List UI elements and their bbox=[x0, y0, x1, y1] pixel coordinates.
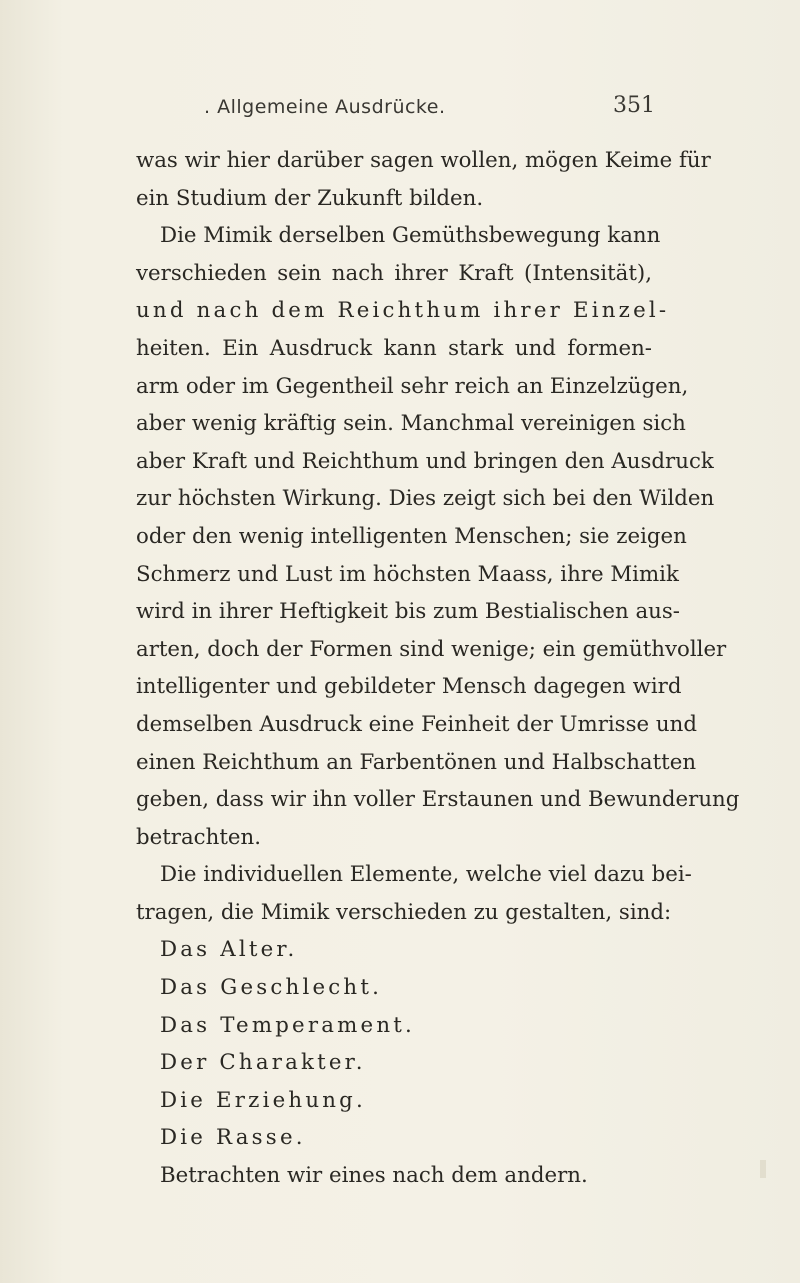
text-line: verschieden sein nach ihrer Kraft (Intensität), bbox=[136, 260, 652, 286]
body-text bbox=[136, 142, 740, 1195]
text-line: was wir hier darüber sagen wollen, mögen Keime für bbox=[136, 148, 711, 173]
text-line: arm oder im Gegentheil sehr reich an Einzelzügen, bbox=[136, 373, 689, 399]
text-line: arten, doch der Formen sind wenige; ein gemüthvoller bbox=[136, 636, 727, 662]
text-line: ein Studium der Zukunft bilden. bbox=[136, 185, 484, 211]
page-blemish bbox=[760, 1160, 766, 1178]
list-item: Die Erziehung. bbox=[160, 1087, 366, 1113]
text-line: wird in ihrer Heftigkeit bis zum Bestialischen aus- bbox=[136, 599, 681, 625]
list-item: Die Rasse. bbox=[160, 1125, 306, 1151]
running-head: . Allgemeine Ausdrücke. bbox=[204, 96, 446, 118]
text-line: Die individuellen Elemente, welche viel dazu bei- bbox=[160, 862, 692, 888]
list-item: Das Alter. bbox=[160, 937, 298, 963]
text-line: zur höchsten Wirkung. Dies zeigt sich bei den Wilden bbox=[136, 486, 715, 512]
text-line: Betrachten wir eines nach dem andern. bbox=[160, 1163, 588, 1189]
text-line: tragen, die Mimik verschieden zu gestalten, sind: bbox=[136, 899, 672, 925]
text-line: und nach dem Reichthum ihrer Einzel- bbox=[136, 298, 670, 324]
text-line: heiten. Ein Ausdruck kann stark und formen- bbox=[136, 335, 652, 361]
text-line: betrachten. bbox=[136, 824, 261, 850]
text-line: aber wenig kräftig sein. Manchmal vereinigen sich bbox=[136, 411, 686, 437]
text-line: demselben Ausdruck eine Feinheit der Umrisse und bbox=[136, 711, 697, 737]
text-line: aber Kraft und Reichthum und bringen den Ausdruck bbox=[136, 448, 714, 474]
text-line: oder den wenig intelligenten Menschen; sie zeigen bbox=[136, 523, 687, 549]
text-line: intelligenter und gebildeter Mensch dagegen wird bbox=[136, 674, 682, 700]
text-line: einen Reichthum an Farbentönen und Halbschatten bbox=[136, 749, 697, 775]
text-line: Schmerz und Lust im höchsten Maass, ihre Mimik bbox=[136, 561, 679, 587]
text-line: Die Mimik derselben Gemüthsbewegung kann bbox=[160, 223, 661, 249]
text-line: geben, dass wir ihn voller Erstaunen und Bewunderung bbox=[136, 787, 740, 813]
list-item: Das Temperament. bbox=[160, 1012, 415, 1038]
page-number: 351 bbox=[613, 93, 655, 118]
list-item: Das Geschlecht. bbox=[160, 975, 383, 1001]
list-item: Der Charakter. bbox=[160, 1050, 366, 1076]
